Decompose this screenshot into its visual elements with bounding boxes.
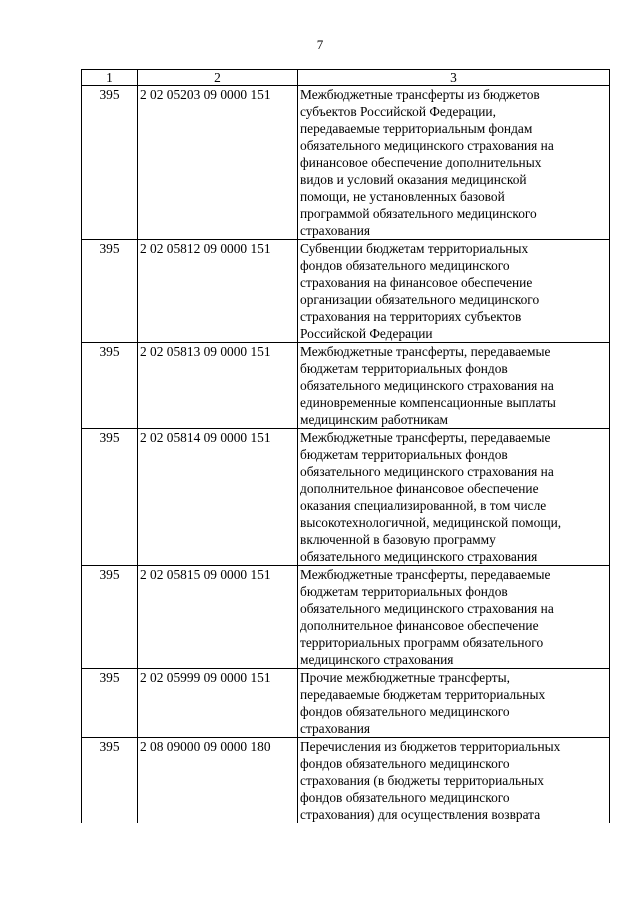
description-line: помощи, не установленных базовой bbox=[300, 189, 505, 204]
revenue-codes-table bbox=[81, 69, 610, 823]
revenue-description-cell bbox=[298, 738, 610, 824]
description-line: обязательного медицинского страхования на bbox=[300, 601, 554, 616]
description-line: территориальных программ обязательного bbox=[300, 635, 544, 650]
budget-classification-code-cell: 2 02 05812 09 0000 151 bbox=[138, 240, 298, 343]
description-line: страхования bbox=[300, 721, 371, 736]
revenue-description-cell bbox=[298, 240, 610, 343]
admin-code-cell: 395 bbox=[82, 86, 138, 240]
description-line: фондов обязательного медицинского bbox=[300, 258, 510, 273]
description-line: фондов обязательного медицинского bbox=[300, 704, 510, 719]
description-line: Российской Федерации bbox=[300, 326, 433, 341]
revenue-description-cell bbox=[298, 429, 610, 566]
description-line: страхования на финансовое обеспечение bbox=[300, 275, 533, 290]
description-line: дополнительное финансовое обеспечение bbox=[300, 481, 539, 496]
table-row bbox=[82, 738, 610, 824]
table-row bbox=[82, 566, 610, 669]
table-row bbox=[82, 669, 610, 738]
description-line: Субвенции бюджетам территориальных bbox=[300, 241, 529, 256]
description-line: высокотехнологичной, медицинской помощи, bbox=[300, 515, 562, 530]
description-line: передаваемые бюджетам территориальных bbox=[300, 687, 546, 702]
description-line: Перечисления из бюджетов территориальных bbox=[300, 739, 561, 754]
description-line: медицинским работникам bbox=[300, 412, 449, 427]
description-line: обязательного медицинского страхования на bbox=[300, 378, 554, 393]
table-row bbox=[82, 240, 610, 343]
description-line: страхования (в бюджеты территориальных bbox=[300, 773, 544, 788]
revenue-description-cell bbox=[298, 86, 610, 240]
description-line: бюджетам территориальных фондов bbox=[300, 584, 508, 599]
description-line: дополнительное финансовое обеспечение bbox=[300, 618, 539, 633]
revenue-description-cell bbox=[298, 669, 610, 738]
description-line: финансовое обеспечение дополнительных bbox=[300, 155, 542, 170]
admin-code-cell: 395 bbox=[82, 669, 138, 738]
revenue-description-cell bbox=[298, 343, 610, 429]
table-body bbox=[82, 86, 610, 824]
page-number: 7 bbox=[316, 37, 324, 52]
description-line: Прочие межбюджетные трансферты, bbox=[300, 670, 510, 685]
description-line: видов и условий оказания медицинской bbox=[300, 172, 527, 187]
table-header bbox=[82, 70, 610, 86]
description-line: страхования) для осуществления возврата bbox=[300, 807, 541, 822]
description-line: Межбюджетные трансферты, передаваемые bbox=[300, 567, 551, 582]
column-header-2: 2 bbox=[138, 70, 298, 86]
description-line: фондов обязательного медицинского bbox=[300, 790, 510, 805]
column-header-1: 1 bbox=[82, 70, 138, 86]
budget-classification-code-cell: 2 02 05815 09 0000 151 bbox=[138, 566, 298, 669]
budget-classification-code-cell: 2 02 05813 09 0000 151 bbox=[138, 343, 298, 429]
description-line: включенной в базовую программу bbox=[300, 532, 496, 547]
column-header-3: 3 bbox=[298, 70, 610, 86]
budget-classification-code-cell: 2 08 09000 09 0000 180 bbox=[138, 738, 298, 824]
description-line: бюджетам территориальных фондов bbox=[300, 447, 508, 462]
budget-classification-code-cell: 2 02 05203 09 0000 151 bbox=[138, 86, 298, 240]
table-row bbox=[82, 343, 610, 429]
table-row bbox=[82, 86, 610, 240]
description-line: страхования bbox=[300, 223, 371, 238]
description-line: обязательного медицинского страхования bbox=[300, 549, 538, 564]
admin-code-cell: 395 bbox=[82, 240, 138, 343]
description-line: страхования на территориях субъектов bbox=[300, 309, 522, 324]
description-line: обязательного медицинского страхования на bbox=[300, 464, 554, 479]
description-line: Межбюджетные трансферты, передаваемые bbox=[300, 430, 551, 445]
description-line: Межбюджетные трансферты, передаваемые bbox=[300, 344, 551, 359]
revenue-description-cell bbox=[298, 566, 610, 669]
budget-classification-code-cell: 2 02 05999 09 0000 151 bbox=[138, 669, 298, 738]
description-line: программой обязательного медицинского bbox=[300, 206, 537, 221]
admin-code-cell: 395 bbox=[82, 343, 138, 429]
budget-classification-code-cell: 2 02 05814 09 0000 151 bbox=[138, 429, 298, 566]
description-line: субъектов Российской Федерации, bbox=[300, 104, 496, 119]
description-line: бюджетам территориальных фондов bbox=[300, 361, 508, 376]
admin-code-cell: 395 bbox=[82, 429, 138, 566]
description-line: медицинского страхования bbox=[300, 652, 454, 667]
table-header-row bbox=[82, 70, 610, 86]
description-line: оказания специализированной, в том числе bbox=[300, 498, 547, 513]
description-line: организации обязательного медицинского bbox=[300, 292, 540, 307]
description-line: фондов обязательного медицинского bbox=[300, 756, 510, 771]
description-line: обязательного медицинского страхования на bbox=[300, 138, 554, 153]
description-line: передаваемые территориальным фондам bbox=[300, 121, 533, 136]
description-line: Межбюджетные трансферты из бюджетов bbox=[300, 87, 540, 102]
table-row bbox=[82, 429, 610, 566]
admin-code-cell: 395 bbox=[82, 738, 138, 824]
admin-code-cell: 395 bbox=[82, 566, 138, 669]
description-line: единовременные компенсационные выплаты bbox=[300, 395, 556, 410]
